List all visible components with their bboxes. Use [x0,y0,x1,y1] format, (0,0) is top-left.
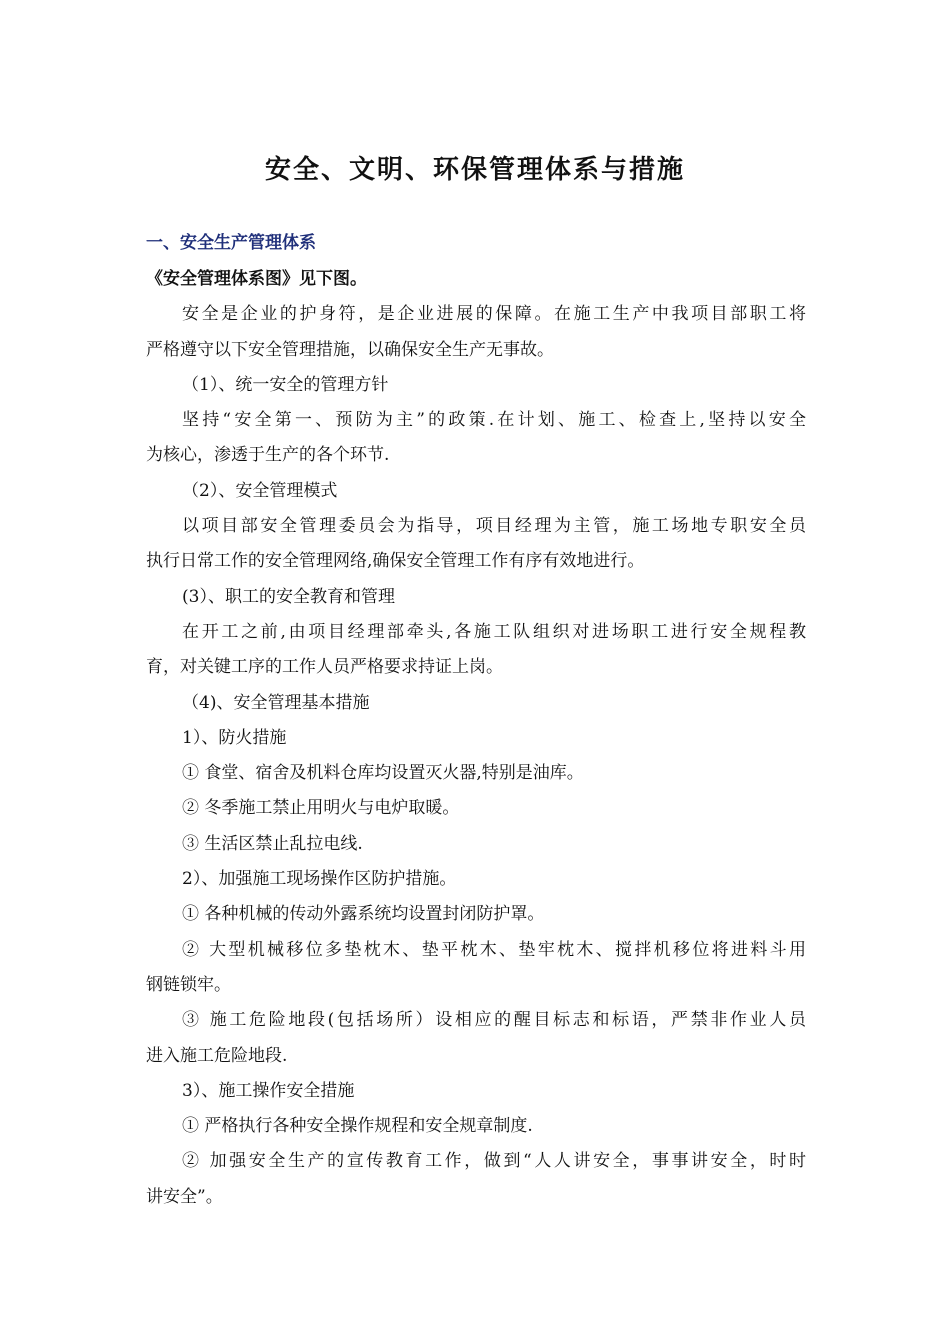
list-item: ① 食堂、宿舍及机料仓库均设置灭火器,特别是油库。 [182,763,584,784]
list-item: ① 各种机械的传动外露系统均设置封闭防护罩。 [182,904,545,925]
list-item-continuation: 进入施工危险地段. [146,1045,288,1066]
paragraph-line: 《安全管理体系图》见下图。 [146,269,367,289]
list-item: ② 加强安全生产的宣传教育工作，做到“人人讲安全，事事讲安全，时时 [182,1151,806,1172]
subheading-line: (3）、职工的安全教育和管理 [182,586,395,607]
paragraph-line: 坚持“安全第一、预防为主”的政策.在计划、施工、检查上,坚持以安全 [182,410,806,431]
list-item: ① 严格执行各种安全操作规程和安全规章制度. [182,1116,533,1137]
subheading-line: （2）、安全管理模式 [182,480,338,501]
paragraph-line: 严格遵守以下安全管理措施，以确保安全生产无事故。 [146,339,554,360]
list-item: ③ 施工危险地段(包括场所）设相应的醒目标志和标语，严禁非作业人员 [182,1010,806,1031]
list-item: ② 大型机械移位多垫枕木、垫平枕木、垫牢枕木、搅拌机移位将进料斗用 [182,939,806,960]
section-heading: 一、安全生产管理体系 [146,233,316,253]
document-title: 安全、文明、环保管理体系与措施 [264,155,685,185]
list-item-continuation: 钢链锁牢。 [146,974,231,995]
paragraph-line: 执行日常工作的安全管理网络,确保安全管理工作有序有效地进行。 [146,551,645,572]
list-item: ② 冬季施工禁止用明火与电炉取暖。 [182,798,460,819]
paragraph-line: 在开工之前,由项目经理部牵头,各施工队组织对进场职工进行安全规程教 [182,621,806,642]
subheading-line: （4)、安全管理基本措施 [182,692,370,713]
list-item-continuation: 讲安全”。 [146,1186,223,1207]
document-body [146,262,806,1215]
paragraph-line: 安全是企业的护身符，是企业进展的保障。在施工生产中我项目部职工将 [182,304,806,325]
list-heading: 3）、施工操作安全措施 [182,1080,355,1101]
paragraph-line: 育，对关键工序的工作人员严格要求持证上岗。 [146,657,503,678]
paragraph-line: 为核心，渗透于生产的各个环节. [146,445,390,466]
list-item: ③ 生活区禁止乱拉电线. [182,833,363,854]
list-heading: 1）、防火措施 [182,727,287,748]
subheading-line: （1）、统一安全的管理方针 [182,374,389,395]
list-heading: 2）、加强施工现场操作区防护措施。 [182,869,457,890]
paragraph-line: 以项目部安全管理委员会为指导，项目经理为主管，施工场地专职安全员 [182,516,806,537]
